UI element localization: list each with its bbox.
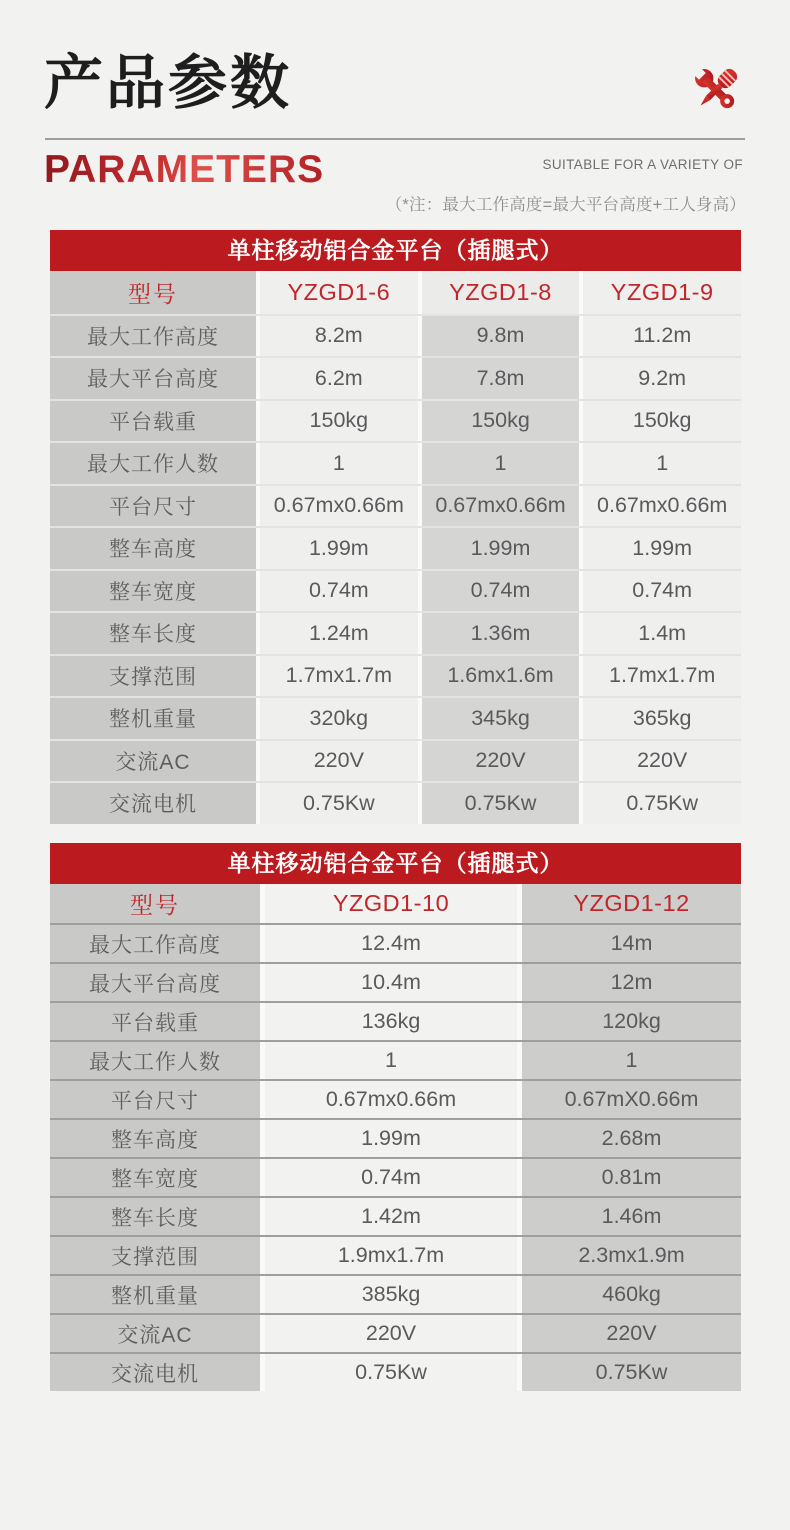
- spec-value: 220V: [422, 741, 580, 782]
- spec-value: 1: [422, 443, 580, 484]
- spec-value: 12.4m: [265, 925, 517, 962]
- spec-value: 320kg: [260, 698, 418, 739]
- spec-value: 9.2m: [583, 358, 741, 399]
- model-name: YZGD1-10: [265, 884, 517, 923]
- spec-row: [50, 962, 741, 1001]
- spec-value: 120kg: [522, 1003, 741, 1040]
- spec-value: 0.67mX0.66m: [522, 1081, 741, 1118]
- spec-row: [50, 441, 741, 484]
- spec-row: [50, 484, 741, 527]
- spec-value: 0.67mx0.66m: [260, 486, 418, 527]
- spec-row-label: 整车高度: [50, 1120, 260, 1157]
- spec-row: [50, 654, 741, 697]
- spec-row-label: 最大平台高度: [50, 358, 256, 399]
- spec-row-label: 交流AC: [50, 1315, 260, 1352]
- spec-value: 150kg: [583, 401, 741, 442]
- spec-row-label: 最大工作人数: [50, 1042, 260, 1079]
- spec-table: [50, 843, 741, 1391]
- spec-value: 0.67mx0.66m: [583, 486, 741, 527]
- spec-value: 1: [583, 443, 741, 484]
- spec-value: 2.68m: [522, 1120, 741, 1157]
- model-row: [50, 884, 741, 923]
- spec-row-label: 整车长度: [50, 613, 256, 654]
- spec-value: 136kg: [265, 1003, 517, 1040]
- spec-row-label: 支撑范围: [50, 1237, 260, 1274]
- spec-row: [50, 1313, 741, 1352]
- spec-value: 0.75Kw: [422, 783, 580, 824]
- spec-value: 0.81m: [522, 1159, 741, 1196]
- spec-value: 0.75Kw: [583, 783, 741, 824]
- spec-value: 1.4m: [583, 613, 741, 654]
- spec-row-label: 最大工作人数: [50, 443, 256, 484]
- spec-row: [50, 1157, 741, 1196]
- spec-value: 220V: [583, 741, 741, 782]
- spec-row-label: 整车长度: [50, 1198, 260, 1235]
- spec-value: 1.6mx1.6m: [422, 656, 580, 697]
- spec-row: [50, 399, 741, 442]
- table-title: 单柱移动铝合金平台（插腿式）: [50, 843, 741, 884]
- model-row-label: 型号: [50, 884, 260, 923]
- title-divider: [45, 138, 745, 140]
- spec-value: 0.74m: [265, 1159, 517, 1196]
- spec-value: 1.99m: [583, 528, 741, 569]
- spec-table: [50, 230, 741, 824]
- model-name: YZGD1-6: [260, 271, 418, 314]
- spec-value: 12m: [522, 964, 741, 1001]
- spec-value: 220V: [260, 741, 418, 782]
- spec-value: 1.24m: [260, 613, 418, 654]
- spec-value: 6.2m: [260, 358, 418, 399]
- spec-value: 220V: [265, 1315, 517, 1352]
- spec-value: 150kg: [422, 401, 580, 442]
- subtitle-english: PARAMETERS: [44, 148, 325, 191]
- spec-value: 0.74m: [260, 571, 418, 612]
- spec-value: 8.2m: [260, 316, 418, 357]
- spec-value: 460kg: [522, 1276, 741, 1313]
- spec-row-label: 平台尺寸: [50, 1081, 260, 1118]
- spec-row: [50, 314, 741, 357]
- spec-row-label: 平台载重: [50, 401, 256, 442]
- spec-row-label: 支撑范围: [50, 656, 256, 697]
- spec-value: 0.75Kw: [522, 1354, 741, 1391]
- spec-value: 9.8m: [422, 316, 580, 357]
- spec-value: 1.99m: [260, 528, 418, 569]
- spec-row: [50, 1352, 741, 1391]
- spec-row: [50, 1001, 741, 1040]
- spec-value: 1: [522, 1042, 741, 1079]
- spec-row: [50, 781, 741, 824]
- spec-value: 1: [265, 1042, 517, 1079]
- spec-value: 1.99m: [265, 1120, 517, 1157]
- spec-value: 2.3mx1.9m: [522, 1237, 741, 1274]
- tagline-text: SUITABLE FOR A VARIETY OF: [542, 157, 743, 172]
- spec-row: [50, 569, 741, 612]
- spec-row-label: 平台尺寸: [50, 486, 256, 527]
- spec-value: 0.74m: [422, 571, 580, 612]
- spec-row-label: 整机重量: [50, 698, 256, 739]
- table-body: [50, 271, 741, 824]
- spec-value: 1.7mx1.7m: [260, 656, 418, 697]
- spec-row: [50, 1274, 741, 1313]
- spec-row-label: 最大平台高度: [50, 964, 260, 1001]
- spec-row-label: 交流电机: [50, 1354, 260, 1391]
- spec-row: [50, 739, 741, 782]
- spec-value: 0.67mx0.66m: [265, 1081, 517, 1118]
- spec-row: [50, 1040, 741, 1079]
- spec-row-label: 交流电机: [50, 783, 256, 824]
- spec-value: 1.46m: [522, 1198, 741, 1235]
- spec-row: [50, 526, 741, 569]
- spec-row: [50, 1196, 741, 1235]
- spec-value: 14m: [522, 925, 741, 962]
- spec-row-label: 整车高度: [50, 528, 256, 569]
- spec-value: 7.8m: [422, 358, 580, 399]
- spec-value: 220V: [522, 1315, 741, 1352]
- spec-value: 10.4m: [265, 964, 517, 1001]
- page-title: 产品参数: [44, 50, 293, 116]
- spec-row-label: 整车宽度: [50, 571, 256, 612]
- spec-value: 365kg: [583, 698, 741, 739]
- spec-value: 150kg: [260, 401, 418, 442]
- spec-value: 11.2m: [583, 316, 741, 357]
- spec-row: [50, 611, 741, 654]
- spec-row-label: 整机重量: [50, 1276, 260, 1313]
- spec-value: 0.75Kw: [260, 783, 418, 824]
- model-row-label: 型号: [50, 271, 256, 314]
- spec-row: [50, 923, 741, 962]
- wrench-screwdriver-icon: [688, 62, 744, 118]
- model-row: [50, 271, 741, 314]
- spec-row-label: 最大工作高度: [50, 925, 260, 962]
- spec-row: [50, 696, 741, 739]
- spec-value: 0.67mx0.66m: [422, 486, 580, 527]
- spec-value: 1.99m: [422, 528, 580, 569]
- spec-row: [50, 1235, 741, 1274]
- spec-value: 1.7mx1.7m: [583, 656, 741, 697]
- spec-row: [50, 1079, 741, 1118]
- spec-value: 0.75Kw: [265, 1354, 517, 1391]
- table-body: [50, 884, 741, 1391]
- spec-value: 345kg: [422, 698, 580, 739]
- spec-row: [50, 1118, 741, 1157]
- spec-value: 1.9mx1.7m: [265, 1237, 517, 1274]
- model-name: YZGD1-9: [583, 271, 741, 314]
- spec-row-label: 平台载重: [50, 1003, 260, 1040]
- spec-value: 1: [260, 443, 418, 484]
- spec-row-label: 最大工作高度: [50, 316, 256, 357]
- table-title: 单柱移动铝合金平台（插腿式）: [50, 230, 741, 271]
- spec-row-label: 交流AC: [50, 741, 256, 782]
- spec-row-label: 整车宽度: [50, 1159, 260, 1196]
- model-name: YZGD1-8: [422, 271, 580, 314]
- spec-value: 0.74m: [583, 571, 741, 612]
- spec-value: 1.36m: [422, 613, 580, 654]
- note-text: （*注：最大工作高度=最大平台高度+工人身高）: [385, 196, 746, 214]
- model-name: YZGD1-12: [522, 884, 741, 923]
- spec-row: [50, 356, 741, 399]
- spec-value: 1.42m: [265, 1198, 517, 1235]
- spec-value: 385kg: [265, 1276, 517, 1313]
